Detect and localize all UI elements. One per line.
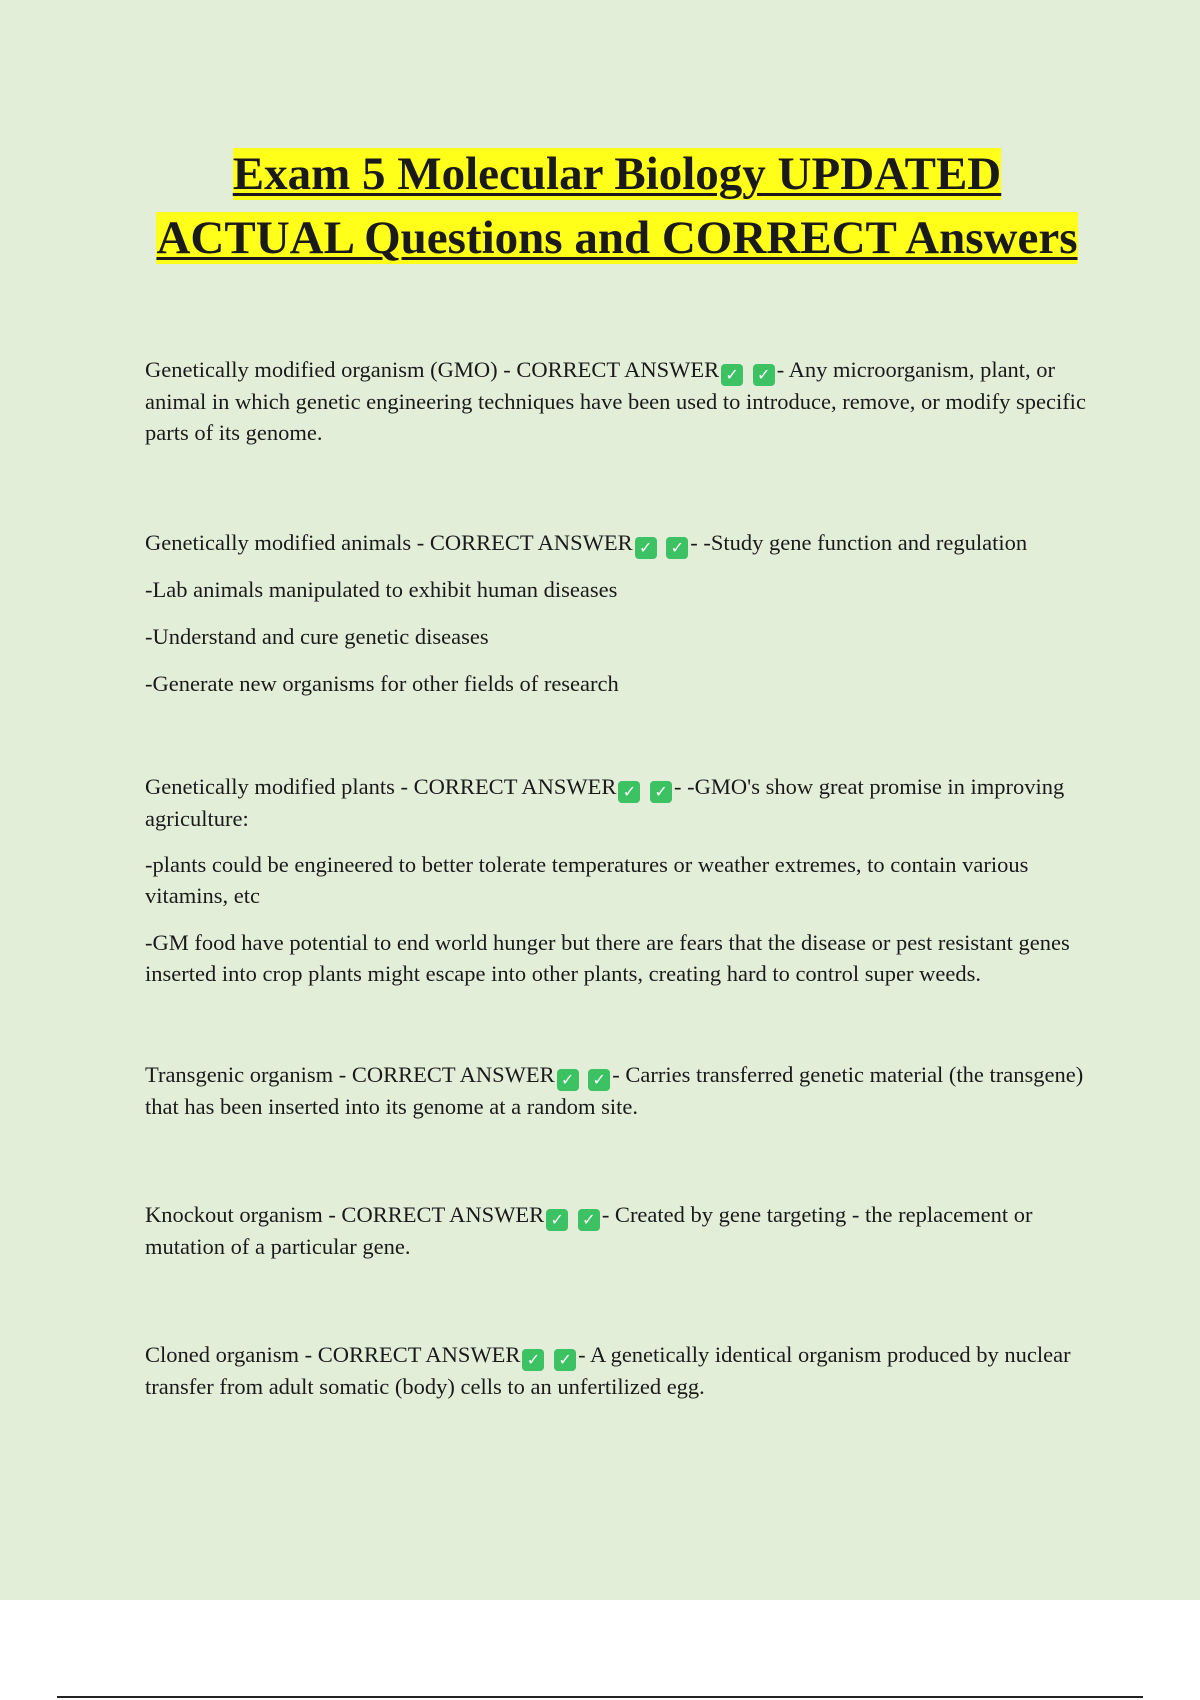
entry-definition: - Carries transferred genetic material (the transgene) that has been inserted into its genome at a random site. xyxy=(145,1062,1084,1119)
entry-term: Genetically modified organism (GMO) - CORRECT ANSWER xyxy=(145,357,720,382)
check-mark-icon: ✓ xyxy=(753,364,775,386)
check-mark-icon: ✓ xyxy=(546,1209,568,1231)
check-mark-icon: ✓ xyxy=(554,1349,576,1371)
qa-entry-gm-plants xyxy=(145,771,1093,989)
entry-definition: - Created by gene targeting - the replacement or mutation of a particular gene. xyxy=(145,1202,1033,1259)
entry-bullet: -GM food have potential to end world hunger but there are fears that the disease or pest resistant genes inserted into crop plants might escape into other plants, creating hard to control super weeds. xyxy=(145,930,1070,986)
entry-bullet: -plants could be engineered to better tolerate temperatures or weather extremes, to contain various vitamins, etc xyxy=(145,852,1029,908)
qa-paragraph xyxy=(145,1339,1093,1402)
qa-paragraph xyxy=(145,527,1093,559)
entry-term: Genetically modified animals - CORRECT ANSWER xyxy=(145,530,633,555)
check-mark-icon: ✓ xyxy=(635,537,657,559)
entry-term: Cloned organism - CORRECT ANSWER xyxy=(145,1342,521,1367)
check-mark-icon: ✓ xyxy=(557,1069,579,1091)
entry-term: Genetically modified plants - CORRECT ANSWER xyxy=(145,774,617,799)
check-mark-icon: ✓ xyxy=(522,1349,544,1371)
entry-bullet: -Generate new organisms for other fields of research xyxy=(145,671,619,696)
entry-definition: - -Study gene function and regulation xyxy=(690,530,1028,555)
qa-paragraph xyxy=(145,1199,1093,1262)
document-title xyxy=(150,142,1084,270)
check-mark-icon: ✓ xyxy=(721,364,743,386)
qa-entry-cloned xyxy=(145,1339,1093,1402)
entry-definition: - A genetically identical organism produced by nuclear transfer from adult somatic (body) cells to an unfertilized egg. xyxy=(145,1342,1071,1399)
qa-entry-transgenic xyxy=(145,1059,1093,1122)
entry-term: Knockout organism - CORRECT ANSWER xyxy=(145,1202,545,1227)
qa-entry-knockout xyxy=(145,1199,1093,1262)
entry-definition: - -GMO's show great promise in improving agriculture: xyxy=(145,774,1065,831)
qa-paragraph xyxy=(145,1059,1093,1122)
entry-definition: - Any microorganism, plant, or animal in which genetic engineering techniques have been used to introduce, remove, or modify specific parts of its genome. xyxy=(145,357,1086,445)
qa-entry-gm-animals xyxy=(145,527,1093,699)
qa-paragraph xyxy=(145,354,1093,448)
qa-paragraph xyxy=(145,771,1093,834)
document-title-text: Exam 5 Molecular Biology UPDATED ACTUAL Questions and CORRECT Answers xyxy=(156,148,1078,264)
check-mark-icon: ✓ xyxy=(666,537,688,559)
entry-bullet: -Lab animals manipulated to exhibit human diseases xyxy=(145,577,618,602)
qa-entry-gmo xyxy=(145,354,1093,448)
entry-bullet: -Understand and cure genetic diseases xyxy=(145,624,489,649)
entry-term: Transgenic organism - CORRECT ANSWER xyxy=(145,1062,555,1087)
check-mark-icon: ✓ xyxy=(578,1209,600,1231)
check-mark-icon: ✓ xyxy=(618,781,640,803)
footer-divider xyxy=(57,1696,1143,1698)
document-body xyxy=(145,354,1093,1417)
check-mark-icon: ✓ xyxy=(588,1069,610,1091)
check-mark-icon: ✓ xyxy=(650,781,672,803)
